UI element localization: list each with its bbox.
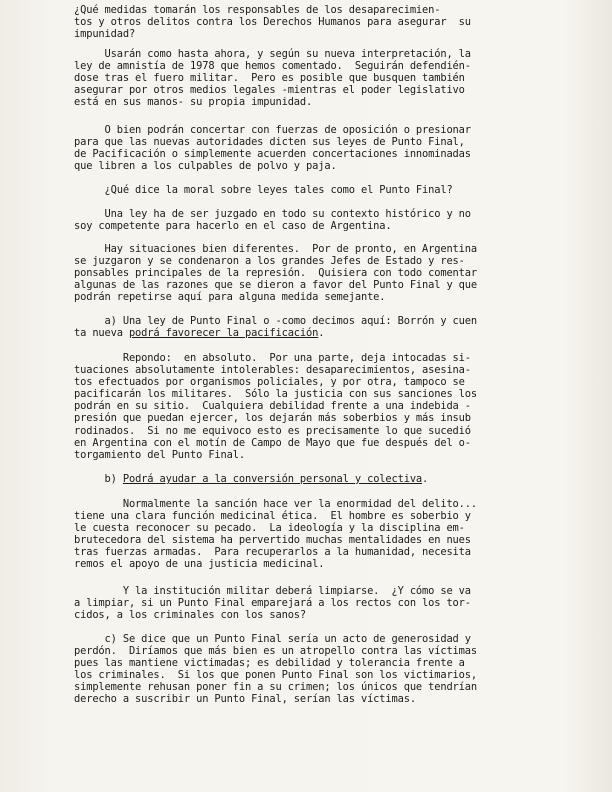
underlined-phrase: Podrá ayudar a la conversión personal y colectiva <box>122 473 423 485</box>
text-line: de Pacificación o simplemente acuerden concertaciones innominadas <box>74 148 471 161</box>
text-line-underlined-a <box>74 327 477 339</box>
text-line: los criminales. Si los que ponen Punto Final son los victimarios, <box>74 669 477 682</box>
line-suffix: . <box>422 473 429 485</box>
paragraph-response-a <box>74 352 477 461</box>
text-line: tos efectuados por organismos policiales, y por otra, tampoco se <box>74 376 465 389</box>
text-line: le cuesta reconocer su pecado. La ideología y la disciplina em- <box>74 522 465 535</box>
text-line: brutecedora del sistema ha pervertido muchas mentalidades en nues <box>74 534 471 547</box>
paragraph-concertations <box>74 124 471 172</box>
text-line: a limpiar, si un Punto Final emparejará a los rectos con los tor- <box>74 597 471 610</box>
line-prefix: b) <box>74 473 123 485</box>
text-line: asegurar por otros medios legales -mientras el poder legislativo <box>74 84 465 97</box>
paragraph-point-b <box>74 473 428 485</box>
paragraph-point-a <box>74 315 477 339</box>
text-line: perdón. Diríamos que más bien es un atropello contra las víctimas <box>74 645 477 658</box>
text-line: podrán repetirse aquí para alguna medida semejante. <box>74 291 386 304</box>
text-line: tuaciones absolutamente intolerables: desaparecimientos, asesina- <box>74 364 471 377</box>
text-line: en Argentina con el motín de Campo de Mayo que fue después del o- <box>74 436 471 449</box>
paragraph-question-impunity <box>74 4 471 40</box>
paragraph-amnesty-law <box>74 48 471 108</box>
text-line: Repondo: en absoluto. Por una parte, deja intocadas si- <box>74 352 471 364</box>
paragraph-response-b <box>74 498 477 571</box>
text-line: impunidad? <box>74 28 136 41</box>
text-line: remos el apoyo de una justicia medicinal. <box>74 558 325 571</box>
text-line: Usarán como hasta ahora, y según su nueva interpretación, la <box>74 48 471 60</box>
text-line: pacificarán los militares. Sólo la justicia con sus sanciones los <box>74 388 477 401</box>
text-line: Una ley ha de ser juzgado en todo su contexto histórico y no <box>74 208 471 220</box>
text-line: cidos, a los criminales con los sanos? <box>74 609 307 622</box>
paragraph-military-institution <box>74 585 471 621</box>
text-line: torgamiento del Punto Final. <box>74 448 245 461</box>
text-line: para que las nuevas autoridades dicten sus leyes de Punto Final, <box>74 136 465 149</box>
text-line: a) Una ley de Punto Final o -como decimos aquí: Borrón y cuen <box>74 315 477 327</box>
text-line: rodinados. Si no me equivoco esto es precisamente lo que sucedió <box>74 424 471 437</box>
paragraph-different-situations <box>74 243 477 303</box>
text-line: que libren a los culpables de polvo y paja. <box>74 160 337 173</box>
text-line: tiene una clara función medicinal ética. El hombre es soberbio y <box>74 510 471 523</box>
paragraph-point-c <box>74 633 477 706</box>
text-line: ¿Qué medidas tomarán los responsables de los desaparecimien- <box>74 4 441 16</box>
text-line: ley de amnistía de 1978 que hemos comentado. Seguirán defendién- <box>74 60 471 73</box>
text-line: tras fuerzas armadas. Para recuperarlos a la humanidad, necesita <box>74 546 471 559</box>
text-line: Normalmente la sanción hace ver la enormidad del delito... <box>74 498 477 510</box>
text-line: pues las mantiene victimadas; es debilidad y tolerancia frente a <box>74 657 465 670</box>
text-line: derecho a suscribir un Punto Final, serían las víctimas. <box>74 693 416 706</box>
text-line: dose tras el fuero militar. Pero es posible que busquen también <box>74 72 465 85</box>
line-prefix: ta nueva <box>74 327 129 340</box>
text-line: podrán en su sitio. Cualquiera debilidad frente a una indebida - <box>74 400 471 413</box>
text-line: Hay situaciones bien diferentes. Por de pronto, en Argentina <box>74 243 477 255</box>
text-line: c) Se dice que un Punto Final sería un acto de generosidad y <box>74 633 471 645</box>
text-line: simplemente rehusan poner fin a su crimen; los únicos que tendrían <box>74 681 477 694</box>
text-line: O bien podrán concertar con fuerzas de oposición o presionar <box>74 124 471 136</box>
line-suffix: . <box>318 327 325 340</box>
underlined-phrase: podrá favorecer la pacificación <box>128 327 319 340</box>
text-line: se juzgaron y se condenaron a los grandes Jefes de Estado y res- <box>74 255 465 268</box>
text-line: Y la institución militar deberá limpiarse. ¿Y cómo se va <box>74 585 471 597</box>
text-line: tos y otros delitos contra los Derechos Humanos para asegurar su <box>74 16 471 29</box>
text-line: ¿Qué dice la moral sobre leyes tales como el Punto Final? <box>74 184 453 196</box>
paragraph-historical-context <box>74 208 471 232</box>
text-line: soy competente para hacerlo en el caso de Argentina. <box>74 220 392 233</box>
text-line: está en sus manos- su propia impunidad. <box>74 96 313 109</box>
text-line-underlined-b <box>74 473 428 485</box>
text-line: ponsables principales de la represión. Quisiera con todo comentar <box>74 267 477 280</box>
paragraph-moral-question <box>74 184 453 196</box>
text-line: presión que puedan ejercer, los dejarán más soberbios y más insub <box>74 412 471 425</box>
text-line: algunas de las razones que se dieron a favor del Punto Final y que <box>74 279 477 292</box>
